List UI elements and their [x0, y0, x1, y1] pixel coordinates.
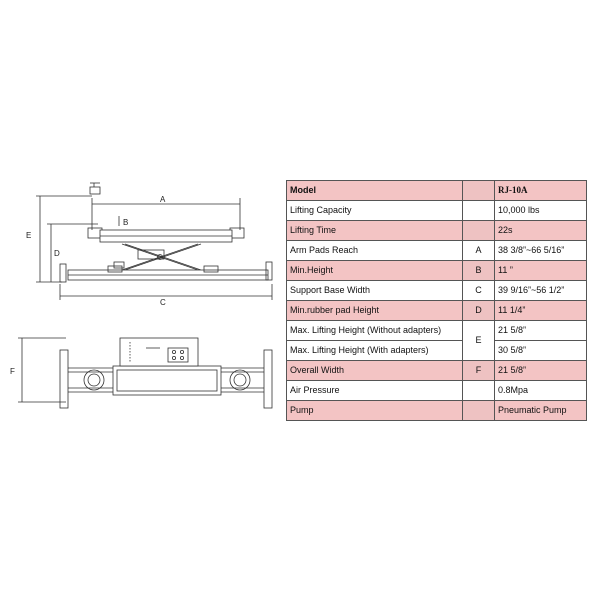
dim-label-d: D — [54, 249, 60, 258]
row-label: Min.Height — [287, 261, 463, 281]
row-label: Arm Pads Reach — [287, 241, 463, 261]
table-row — [287, 241, 587, 261]
dim-label-b: B — [123, 218, 129, 227]
row-code — [463, 381, 495, 401]
end-plate-left — [60, 350, 68, 408]
row-label: Min.rubber pad Height — [287, 301, 463, 321]
pad-left — [84, 370, 104, 390]
row-code: A — [463, 241, 495, 261]
table-row — [287, 341, 587, 361]
row-code: E — [463, 321, 495, 361]
table-row — [287, 201, 587, 221]
table-row — [287, 381, 587, 401]
jack-drawing-svg — [0, 0, 290, 600]
table-row — [287, 361, 587, 381]
table-row — [287, 321, 587, 341]
table-row — [287, 401, 587, 421]
technical-drawing — [0, 0, 290, 600]
row-label: Air Pressure — [287, 381, 463, 401]
row-value: 11 1/4” — [495, 301, 587, 321]
row-value: 22s — [495, 221, 587, 241]
row-code: C — [463, 281, 495, 301]
row-value: Pneumatic Pump — [495, 401, 587, 421]
spec-table — [286, 180, 587, 421]
pad-right — [230, 370, 250, 390]
row-label: Max. Lifting Height (With adapters) — [287, 341, 463, 361]
row-label: Overall Width — [287, 361, 463, 381]
row-value: 39 9/16”~56 1/2” — [495, 281, 587, 301]
row-value: 38 3/8”~66 5/16” — [495, 241, 587, 261]
row-code: F — [463, 361, 495, 381]
row-value: 21 5/8” — [495, 321, 587, 341]
row-code: D — [463, 301, 495, 321]
adapter-top — [90, 187, 100, 194]
dim-label-e: E — [26, 231, 32, 240]
row-value: 21 5/8” — [495, 361, 587, 381]
row-label: Lifting Time — [287, 221, 463, 241]
header-label: Model — [287, 181, 463, 201]
row-label: Max. Lifting Height (Without adapters) — [287, 321, 463, 341]
row-code: B — [463, 261, 495, 281]
row-value: 30 5/8” — [495, 341, 587, 361]
row-code — [463, 401, 495, 421]
dim-label-c: C — [160, 298, 166, 307]
dim-label-f: F — [10, 367, 15, 376]
dim-label-a: A — [160, 195, 166, 204]
table-row — [287, 221, 587, 241]
end-plate-right — [264, 350, 272, 408]
row-value: 0.8Mpa — [495, 381, 587, 401]
row-value: 10,000 lbs — [495, 201, 587, 221]
table-row — [287, 301, 587, 321]
table-row-model — [287, 181, 587, 201]
header-code — [463, 181, 495, 201]
row-label: Support Base Width — [287, 281, 463, 301]
table-row — [287, 281, 587, 301]
row-code — [463, 221, 495, 241]
row-value: 11 ” — [495, 261, 587, 281]
row-code — [463, 201, 495, 221]
table-row — [287, 261, 587, 281]
model-value: RJ-10A — [495, 181, 587, 201]
row-label: Pump — [287, 401, 463, 421]
row-label: Lifting Capacity — [287, 201, 463, 221]
